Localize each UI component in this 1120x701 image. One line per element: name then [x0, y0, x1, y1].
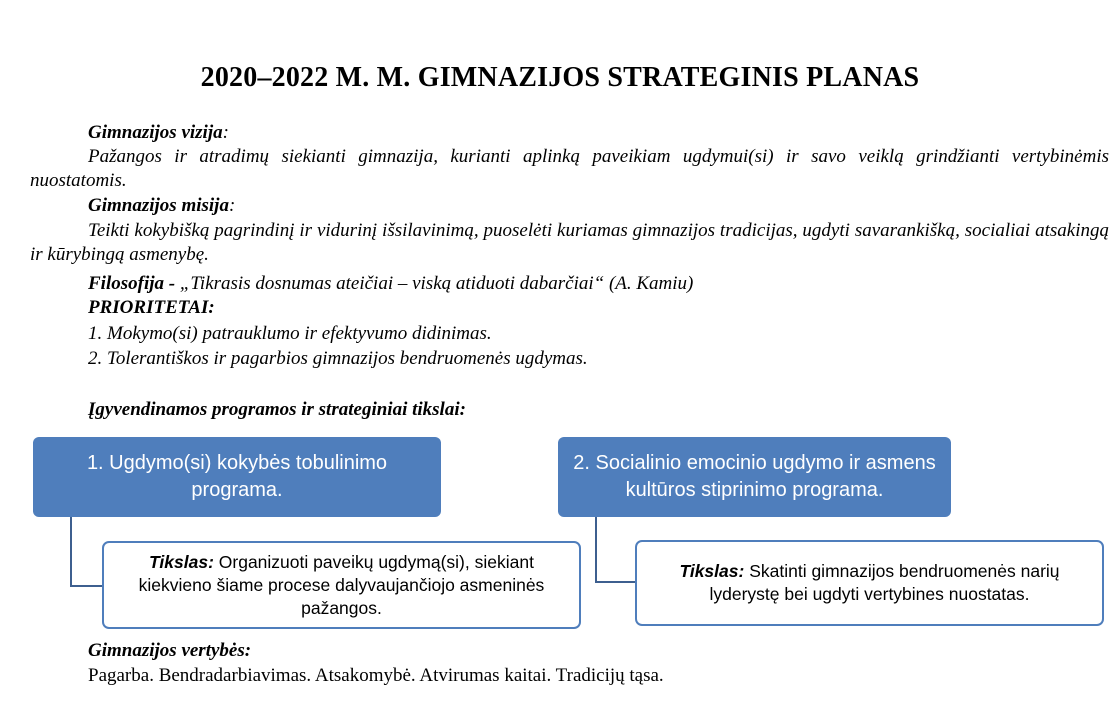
- mission-text: Teikti kokybišką pagrindinį ir vidurinį išsilavinimą, puoselėti kuriamas gimnazijos tradicijas, ugdyti savarankišką, socialiai atsakingą ir kūrybingą asmenybę.: [30, 220, 1109, 265]
- goal-label: Tikslas:: [679, 561, 745, 581]
- connector-left-vertical: [70, 517, 72, 587]
- programs-heading: Įgyvendinamos programos ir strateginiai tikslai:: [88, 399, 466, 420]
- program-box-1: [33, 437, 441, 517]
- connector-left-horizontal: [70, 585, 104, 587]
- mission-label: Gimnazijos misija: [88, 195, 229, 216]
- goal-label: Tikslas:: [149, 551, 214, 572]
- philosophy-text: „Tikrasis dosnumas ateičiai – viską atiduoti dabarčiai“ (A. Kamiu): [179, 273, 694, 294]
- goal-text: Skatinti gimnazijos bendruomenės narių lyderystę bei ugdyti vertybines nuostatas.: [709, 561, 1060, 604]
- program-box-2: [558, 437, 951, 517]
- philosophy-label: Filosofija -: [88, 273, 176, 294]
- program-title: 2. Socialinio emocinio ugdymo ir asmens kultūros stiprinimo programa.: [573, 452, 936, 501]
- goal-text: Organizuoti paveikų ugdymą(si), siekiant kiekvieno šiame procese dalyvaujančiojo asmeninės pažangos.: [138, 551, 545, 618]
- goal-box-2: [635, 540, 1104, 626]
- values-heading: Gimnazijos vertybės:: [88, 640, 252, 661]
- priorities-heading: PRIORITETAI:: [88, 297, 215, 318]
- priority-item: 2. Tolerantiškos ir pagarbios gimnazijos bendruomenės ugdymas.: [88, 348, 588, 369]
- vision-heading: Gimnazijos vizija:: [88, 122, 229, 143]
- philosophy-line: [88, 272, 693, 296]
- priority-item: 1. Mokymo(si) patrauklumo ir efektyvumo didinimas.: [88, 323, 492, 344]
- mission-heading: Gimnazijos misija:: [88, 195, 236, 216]
- vision-label: Gimnazijos vizija: [88, 122, 223, 143]
- values-text: Pagarba. Bendradarbiavimas. Atsakomybė. Atvirumas kaitai. Tradicijų tąsa.: [88, 665, 664, 686]
- goal-box-1: [102, 541, 581, 629]
- program-title: 1. Ugdymo(si) kokybės tobulinimo programa.: [86, 452, 388, 501]
- connector-right-vertical: [595, 517, 597, 583]
- connector-right-horizontal: [595, 581, 637, 583]
- page-title: 2020–2022 M. M. GIMNAZIJOS STRATEGINIS PLANAS: [200, 62, 920, 93]
- vision-text: Pažangos ir atradimų siekianti gimnazija, kurianti aplinką paveikiam ugdymui(si) ir savo veiklą grindžianti vertybinėmis nuostatomis.: [30, 146, 1109, 191]
